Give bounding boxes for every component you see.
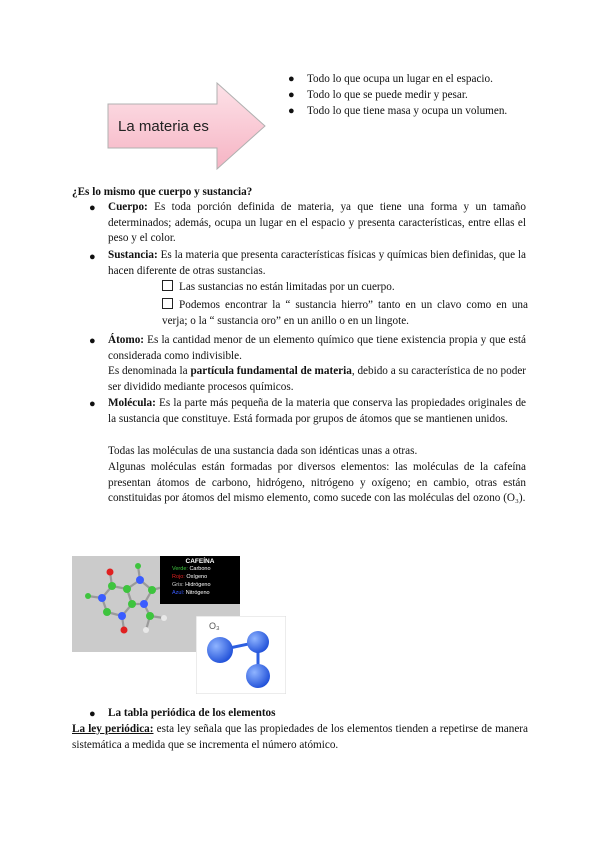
section-title: ¿Es lo mismo que cuerpo y sustancia? <box>72 186 253 198</box>
legend-row <box>172 573 240 581</box>
atomo-p2-start: Es denominada la <box>108 365 188 377</box>
legend-color-name: Rojo: <box>172 574 185 580</box>
bullet-dot: ● <box>89 335 96 347</box>
sustancia-sub-2-text: Podemos encontrar la “ sustancia hierro” tanto en un clavo como en una verja; o la “ sustancia oro” en un anillo o en un lingote. <box>162 299 528 327</box>
legend-row <box>172 581 240 589</box>
bullet-dot: ● <box>89 251 96 263</box>
legend-row <box>172 565 240 573</box>
atomo-text: Es la cantidad menor de un elemento químico que tiene existencia propia y que está considerada como indivisible. <box>108 334 527 362</box>
intro-bullet-3: Todo lo que tiene masa y ocupa un volumen. <box>307 105 508 117</box>
sustancia-sub-1-text: Las sustancias no están limitadas por un cuerpo. <box>179 281 395 293</box>
sustancia-term: Sustancia: <box>108 249 158 261</box>
intro-bullet-1: Todo lo que ocupa un lugar en el espacio. <box>307 73 493 85</box>
atomo-p2-end: , debido a su característica de no poder ser dividido mediante procesos químicos. <box>108 365 527 393</box>
bullet-dot: ● <box>288 105 295 117</box>
molecula-text: Es la parte más pequeña de la materia que conserva las propiedades originales de la sustancia que constituye. Está formada por grupos de átomos que se mantienen unidos. <box>108 397 527 425</box>
sustancia-sub-1 <box>162 280 528 296</box>
sustancia-sub-2 <box>162 298 528 329</box>
sustancia-definition <box>108 248 526 279</box>
checkbox-icon <box>162 280 173 291</box>
cuerpo-definition <box>108 200 526 247</box>
legend-color-name: Verde: <box>172 566 188 572</box>
molecula-definition <box>108 396 526 427</box>
caffeine-legend-title: CAFEÍNA <box>185 558 215 565</box>
checkbox-icon <box>162 298 173 309</box>
caffeine-legend <box>160 556 240 604</box>
cuerpo-text: Es toda porción definida de materia, ya que tiene una forma y un tamaño determinados; además, ocupa un lugar en el espacio y presenta características, entre ellas el peso y el color. <box>108 201 526 245</box>
molecula-paragraph-3: Algunas moléculas están formadas por diversos elementos: las moléculas de la cafeína presentan átomos de carbono, hidrógeno, nitrógeno y oxígeno; en cambio, otras están constituidas por átomos del mismo elemento, como sucede con las moléculas del ozono (O₃). <box>108 461 526 505</box>
atomo-p2-bold: partícula fundamental de materia <box>190 365 352 377</box>
bullet-dot: ● <box>288 73 295 85</box>
intro-bullet-2: Todo lo que se puede medir y pesar. <box>307 89 468 101</box>
bullet-dot: ● <box>288 89 295 101</box>
atomo-paragraph-2 <box>108 364 526 395</box>
atomo-definition <box>108 333 526 364</box>
ley-periodica-text: esta ley señala que las propiedades de los elementos tienden a repetirse de manera sistemática a medida que se incrementa el número atómico. <box>72 723 528 751</box>
ozone-image <box>196 616 286 694</box>
bullet-dot: ● <box>89 398 96 410</box>
ley-periodica-term: La ley periódica: <box>72 723 154 735</box>
legend-element: Nitrógeno <box>185 590 210 596</box>
molecula-term: Molécula: <box>108 397 156 409</box>
tabla-heading: La tabla periódica de los elementos <box>108 707 276 719</box>
legend-color-name: Gris: <box>172 582 184 588</box>
legend-element: Hidrógeno <box>185 582 211 588</box>
atomo-term: Átomo: <box>108 334 145 346</box>
bullet-dot: ● <box>89 708 96 720</box>
caffeine-legend-rows <box>160 565 240 597</box>
legend-element: Oxígeno <box>186 574 208 580</box>
ozone-label: O₃ <box>209 621 220 631</box>
legend-color-name: Azul: <box>172 590 185 596</box>
molecula-paragraph-2: Todas las moléculas de una sustancia dada son idénticas unas a otras. <box>108 445 418 457</box>
arrow-label: La materia es <box>118 118 209 135</box>
legend-row <box>172 589 240 597</box>
cuerpo-term: Cuerpo: <box>108 201 148 213</box>
sustancia-text: Es la materia que presenta características físicas y químicas bien definidas, que la hacen diferente de otras sustancias. <box>108 249 527 277</box>
bullet-dot: ● <box>89 202 96 214</box>
legend-element: Carbono <box>189 566 211 572</box>
ley-periodica-paragraph <box>72 722 528 753</box>
